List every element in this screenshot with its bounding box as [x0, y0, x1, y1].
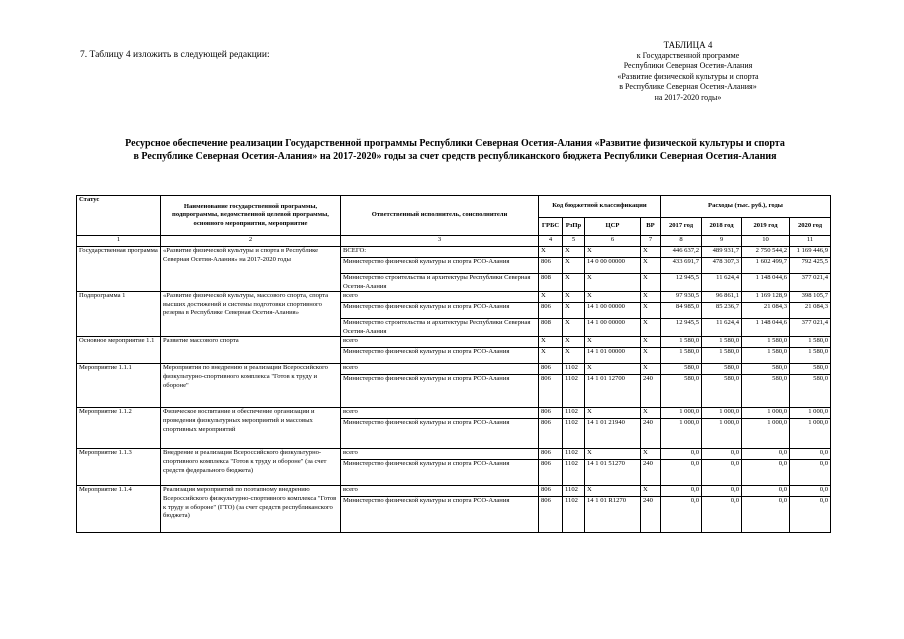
column-number: 11 [790, 236, 831, 247]
cell-vr: X [641, 274, 661, 292]
cell-v2017: 84 985,0 [661, 303, 702, 319]
cell-responsible: всего [341, 337, 539, 348]
cell-v2020: 792 425,5 [790, 258, 831, 274]
cell-name: Внедрение и реализация Всероссийского физкультурно-спортивного комплекса "Готов к труду и обороне" (за счет средств федерального бюджета) [161, 449, 341, 486]
table-row [77, 247, 831, 258]
cell-v2017: 0,0 [661, 449, 702, 460]
cell-status: Подпрограмма 1 [77, 292, 161, 337]
cell-vr: X [641, 292, 661, 303]
column-number: 4 [539, 236, 563, 247]
cell-responsible: ВСЕГО: [341, 247, 539, 258]
header-vr: ВР [641, 218, 661, 236]
cell-status: Основное мероприятие 1.1 [77, 337, 161, 364]
cell-rzpr: X [563, 247, 585, 258]
column-number: 9 [702, 236, 742, 247]
cell-v2017: 0,0 [661, 460, 702, 486]
cell-v2020: 21 084,3 [790, 303, 831, 319]
cell-v2018: 11 624,4 [702, 319, 742, 337]
cell-rzpr: X [563, 274, 585, 292]
cell-csr: X [585, 486, 641, 497]
header-csr: ЦСР [585, 218, 641, 236]
column-number: 2 [161, 236, 341, 247]
cell-v2018: 1 580,0 [702, 348, 742, 364]
column-number: 3 [341, 236, 539, 247]
cell-grbs: 806 [539, 258, 563, 274]
cell-rzpr: 1102 [563, 375, 585, 408]
cell-v2018: 0,0 [702, 460, 742, 486]
cell-name: «Развитие физической культуры, массового спорта, спорта высших достижений и системы подготовки спортивного резерва в Республике Северная Осетия-Алания» [161, 292, 341, 337]
cell-csr: 14 1 01 00000 [585, 348, 641, 364]
cell-grbs: 806 [539, 419, 563, 449]
cell-v2017: 580,0 [661, 364, 702, 375]
cell-v2020: 0,0 [790, 460, 831, 486]
header-year-2019: 2019 год [742, 218, 790, 236]
header-grbs: ГРБС [539, 218, 563, 236]
cell-v2020: 1 580,0 [790, 348, 831, 364]
cell-responsible: всего [341, 449, 539, 460]
column-number: 5 [563, 236, 585, 247]
column-number-row [77, 236, 831, 247]
cell-grbs: X [539, 337, 563, 348]
cell-rzpr: X [563, 337, 585, 348]
cell-v2018: 0,0 [702, 449, 742, 460]
cell-v2020: 0,0 [790, 497, 831, 533]
cell-name: Реализация мероприятий по поэтапному внедрению Всероссийского физкультурно-спортивного комплекса "Готов к труду и обороне" (ГТО) (за счет средств республиканского бюджета) [161, 486, 341, 533]
cell-responsible: Министерство строительства и архитектуры Республики Северная Осетия-Алания [341, 274, 539, 292]
table-row [77, 408, 831, 419]
cell-v2018: 1 000,0 [702, 419, 742, 449]
cell-csr: X [585, 364, 641, 375]
table-row [77, 364, 831, 375]
header-rzpr: РзПр [563, 218, 585, 236]
cell-csr: X [585, 337, 641, 348]
cell-v2017: 97 930,5 [661, 292, 702, 303]
cell-v2020: 377 021,4 [790, 274, 831, 292]
header-year-2017: 2017 год [661, 218, 702, 236]
cell-v2018: 580,0 [702, 375, 742, 408]
intro-text: 7. Таблицу 4 изложить в следующей редакции: [80, 50, 270, 60]
cell-vr: X [641, 449, 661, 460]
cell-grbs: 808 [539, 319, 563, 337]
cell-responsible: Министерство физической культуры и спорта РСО-Алания [341, 419, 539, 449]
table-title-block [608, 40, 768, 103]
cell-v2019: 1 000,0 [742, 419, 790, 449]
column-number: 7 [641, 236, 661, 247]
cell-v2019: 1 148 044,6 [742, 274, 790, 292]
cell-vr: X [641, 486, 661, 497]
table-title-line: Республики Северная Осетия-Алания [623, 61, 753, 70]
cell-csr: X [585, 449, 641, 460]
cell-rzpr: 1102 [563, 419, 585, 449]
cell-csr: X [585, 292, 641, 303]
header-expenses: Расходы (тыс. руб.), годы [661, 196, 831, 218]
cell-v2019: 580,0 [742, 364, 790, 375]
cell-v2017: 12 945,5 [661, 319, 702, 337]
header-status: Статус [77, 196, 161, 236]
cell-grbs: 806 [539, 364, 563, 375]
cell-grbs: 806 [539, 497, 563, 533]
column-number: 6 [585, 236, 641, 247]
table-row [77, 337, 831, 348]
cell-v2019: 0,0 [742, 486, 790, 497]
cell-v2020: 580,0 [790, 364, 831, 375]
cell-grbs: 806 [539, 408, 563, 419]
cell-name: Физическое воспитание и обеспечение организации и проведения физкультурных мероприятий и массовых спортивных мероприятий [161, 408, 341, 449]
document-heading [60, 137, 850, 163]
cell-v2020: 1 580,0 [790, 337, 831, 348]
table-title-line: на 2017-2020 годы» [654, 92, 722, 102]
table-title-line: в Республике Северная Осетия-Алания» [619, 82, 757, 91]
cell-rzpr: 1102 [563, 364, 585, 375]
cell-v2019: 1 148 044,6 [742, 319, 790, 337]
cell-name: Развитие массового спорта [161, 337, 341, 364]
header-year-2020: 2020 год [790, 218, 831, 236]
cell-responsible: всего [341, 364, 539, 375]
cell-name: «Развитие физической культуры и спорта в Республике Северная Осетия-Алания» на 2017-2020 годы [161, 247, 341, 292]
cell-v2018: 85 236,7 [702, 303, 742, 319]
cell-rzpr: X [563, 303, 585, 319]
cell-grbs: X [539, 348, 563, 364]
cell-v2017: 1 580,0 [661, 348, 702, 364]
column-number: 10 [742, 236, 790, 247]
cell-status: Мероприятие 1.1.1 [77, 364, 161, 408]
cell-csr: 14 1 00 00000 [585, 319, 641, 337]
cell-vr: X [641, 258, 661, 274]
cell-v2018: 0,0 [702, 497, 742, 533]
cell-v2017: 446 637,2 [661, 247, 702, 258]
header-year-2018: 2018 год [702, 218, 742, 236]
cell-v2018: 1 580,0 [702, 337, 742, 348]
cell-csr: X [585, 408, 641, 419]
cell-grbs: 806 [539, 460, 563, 486]
heading-line: в Республике Северная Осетия-Алания» на 2017-2020» годы за счет средств республиканского бюджета Республики Северная Осетия-Алания [133, 151, 777, 162]
cell-v2018: 580,0 [702, 364, 742, 375]
cell-rzpr: X [563, 319, 585, 337]
cell-csr: 14 1 01 21940 [585, 419, 641, 449]
cell-vr: 240 [641, 497, 661, 533]
cell-status: Мероприятие 1.1.2 [77, 408, 161, 449]
cell-v2019: 2 750 544,2 [742, 247, 790, 258]
cell-responsible: всего [341, 292, 539, 303]
cell-csr: 14 1 01 51270 [585, 460, 641, 486]
cell-name: Мероприятия по внедрению и реализации Всероссийского физкультурно-спортивного комплекса "Готов к труду и обороне" [161, 364, 341, 408]
cell-responsible: всего [341, 486, 539, 497]
cell-v2018: 1 000,0 [702, 408, 742, 419]
cell-v2019: 580,0 [742, 375, 790, 408]
cell-grbs: 806 [539, 449, 563, 460]
cell-rzpr: X [563, 258, 585, 274]
cell-v2017: 580,0 [661, 375, 702, 408]
cell-grbs: 808 [539, 274, 563, 292]
cell-vr: 240 [641, 460, 661, 486]
cell-v2019: 1 169 128,9 [742, 292, 790, 303]
cell-vr: X [641, 348, 661, 364]
cell-v2020: 580,0 [790, 375, 831, 408]
cell-v2019: 21 084,3 [742, 303, 790, 319]
header-budget-code: Код бюджетной классификации [539, 196, 661, 218]
column-number: 1 [77, 236, 161, 247]
cell-vr: X [641, 337, 661, 348]
cell-rzpr: 1102 [563, 486, 585, 497]
cell-grbs: 806 [539, 303, 563, 319]
cell-v2019: 1 602 499,7 [742, 258, 790, 274]
cell-rzpr: 1102 [563, 449, 585, 460]
cell-csr: 14 1 01 R1270 [585, 497, 641, 533]
cell-v2018: 489 931,7 [702, 247, 742, 258]
cell-csr: 14 1 01 12700 [585, 375, 641, 408]
resource-table [76, 195, 831, 533]
cell-csr: X [585, 274, 641, 292]
column-number: 8 [661, 236, 702, 247]
cell-v2020: 1 000,0 [790, 408, 831, 419]
cell-v2020: 398 105,7 [790, 292, 831, 303]
cell-v2018: 11 624,4 [702, 274, 742, 292]
cell-responsible: Министерство физической культуры и спорта РСО-Алания [341, 460, 539, 486]
cell-v2017: 433 691,7 [661, 258, 702, 274]
cell-v2020: 0,0 [790, 449, 831, 460]
cell-v2017: 1 000,0 [661, 419, 702, 449]
cell-responsible: Министерство физической культуры и спорта РСО-Алания [341, 258, 539, 274]
cell-vr: 240 [641, 375, 661, 408]
cell-vr: X [641, 364, 661, 375]
cell-v2019: 1 580,0 [742, 337, 790, 348]
cell-vr: 240 [641, 419, 661, 449]
cell-v2020: 1 000,0 [790, 419, 831, 449]
cell-rzpr: 1102 [563, 408, 585, 419]
cell-v2017: 12 945,5 [661, 274, 702, 292]
cell-v2020: 0,0 [790, 486, 831, 497]
cell-v2019: 0,0 [742, 497, 790, 533]
cell-v2017: 1 000,0 [661, 408, 702, 419]
table-row [77, 292, 831, 303]
cell-v2017: 1 580,0 [661, 337, 702, 348]
cell-responsible: всего [341, 408, 539, 419]
cell-vr: X [641, 408, 661, 419]
table-row [77, 486, 831, 497]
cell-v2020: 377 021,4 [790, 319, 831, 337]
cell-responsible: Министерство физической культуры и спорта РСО-Алания [341, 303, 539, 319]
table-row [77, 449, 831, 460]
cell-grbs: 806 [539, 486, 563, 497]
cell-v2019: 1 580,0 [742, 348, 790, 364]
cell-status: Мероприятие 1.1.4 [77, 486, 161, 533]
cell-v2019: 0,0 [742, 449, 790, 460]
cell-grbs: 806 [539, 375, 563, 408]
cell-v2017: 0,0 [661, 497, 702, 533]
header-name: Наименование государственной программы, подпрограммы, ведомственной целевой программы, основного мероприятия, мероприятие [161, 196, 341, 236]
cell-responsible: Министерство физической культуры и спорта РСО-Алания [341, 375, 539, 408]
cell-rzpr: X [563, 292, 585, 303]
cell-status: Государственная программа [77, 247, 161, 292]
cell-vr: X [641, 247, 661, 258]
cell-vr: X [641, 319, 661, 337]
table-title-line: к Государственной программе [636, 50, 740, 60]
cell-responsible: Министерство физической культуры и спорта РСО-Алания [341, 497, 539, 533]
header-responsible: Ответственный исполнитель, соисполнители [341, 196, 539, 236]
cell-v2017: 0,0 [661, 486, 702, 497]
cell-rzpr: 1102 [563, 460, 585, 486]
cell-status: Мероприятие 1.1.3 [77, 449, 161, 486]
heading-line: Ресурсное обеспечение реализации Государственной программы Республики Северная Осетия-Алания «Развитие физической культуры и спорта [125, 138, 785, 149]
cell-vr: X [641, 303, 661, 319]
cell-v2019: 0,0 [742, 460, 790, 486]
cell-csr: 14 1 00 00000 [585, 303, 641, 319]
cell-v2018: 0,0 [702, 486, 742, 497]
cell-v2019: 1 000,0 [742, 408, 790, 419]
cell-grbs: X [539, 247, 563, 258]
table-title-line: «Развитие физической культуры и спорта [617, 71, 759, 81]
cell-v2018: 478 307,3 [702, 258, 742, 274]
cell-rzpr: X [563, 348, 585, 364]
cell-csr: 14 0 00 00000 [585, 258, 641, 274]
cell-csr: X [585, 247, 641, 258]
cell-responsible: Министерство строительства и архитектуры Республики Северная Осетия-Алания [341, 319, 539, 337]
cell-grbs: X [539, 292, 563, 303]
cell-responsible: Министерство физической культуры и спорта РСО-Алания [341, 348, 539, 364]
cell-rzpr: 1102 [563, 497, 585, 533]
cell-v2020: 1 169 446,9 [790, 247, 831, 258]
cell-v2018: 96 861,1 [702, 292, 742, 303]
table-label: ТАБЛИЦА 4 [663, 40, 713, 50]
